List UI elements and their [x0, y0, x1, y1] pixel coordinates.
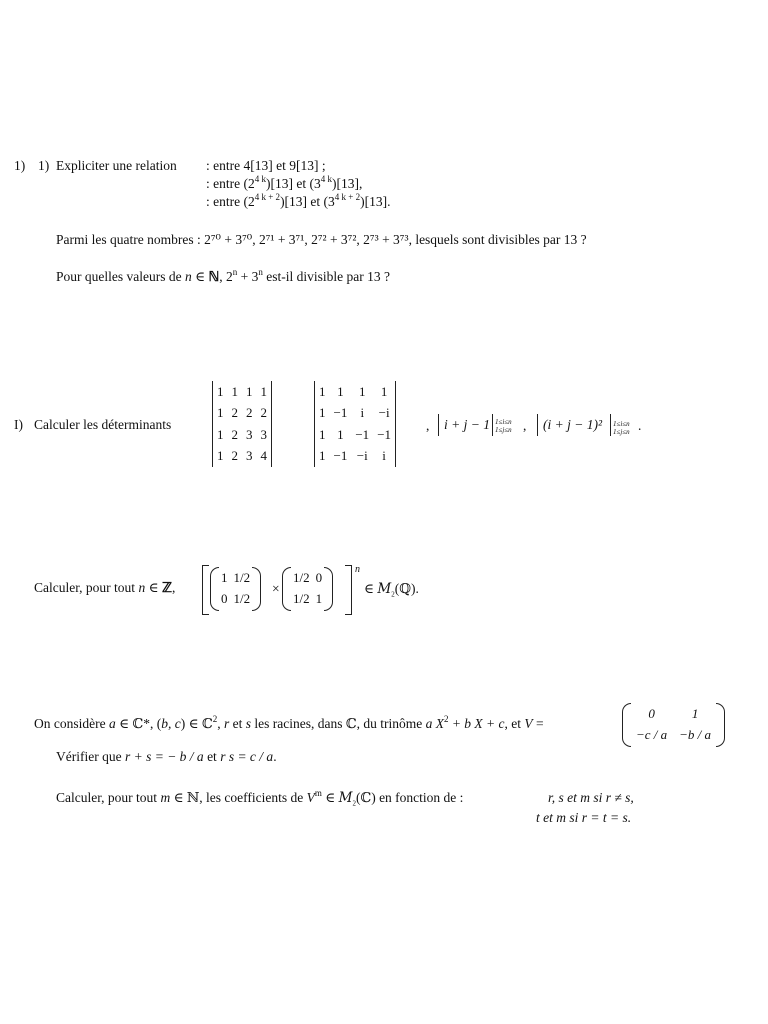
matrix-row: 1 1 −1 −1 — [319, 426, 392, 442]
det3-bar-right — [492, 414, 493, 436]
ex4-case-double: t et m si r = t = s. — [536, 810, 632, 825]
det3-index-i: 1≤i≤n — [495, 418, 512, 426]
matrix-B — [282, 567, 333, 611]
ex3-membership: ∈ $M_2(ℚ)$. — [364, 581, 419, 599]
det4-bar-left — [537, 414, 538, 436]
power-exponent: n — [355, 564, 360, 575]
ex4-line3: Calculer, pour tout m ∈ ℕ, les coefficients de $V^m$ ∈ $M_2(ℂ)$ en fonction de : — [56, 788, 464, 808]
ex1-relation-b: : entre $(2^{4 k})[13]$ et $(3^{4 k})[13]$, — [206, 174, 363, 191]
matrix-row: 1 1/2 — [221, 569, 251, 585]
ex3-label: Calculer, pour tout n ∈ ℤ, — [34, 580, 176, 595]
matrix-row: 1/2 1 — [293, 590, 323, 606]
det4-index-j: 1≤j≤n — [613, 428, 630, 436]
det4-expression: (i + j − 1)² — [543, 417, 603, 432]
ex1-number: 1) — [14, 158, 26, 173]
det4-bar-right — [610, 414, 611, 436]
ex1-label: Expliciter une relation — [56, 158, 177, 173]
matrix-row: 1/2 0 — [293, 569, 323, 585]
ex2-number: I) — [14, 417, 23, 432]
matrix-V — [622, 703, 725, 747]
matrix-A — [210, 567, 261, 611]
ex2-comma-2: , — [523, 418, 527, 433]
ex4-line2: Vérifier que r + s = − b / a et r s = c / a. — [56, 749, 277, 764]
matrix-row: 1 2 3 3 — [217, 426, 267, 442]
det3-index-j: 1≤j≤n — [495, 426, 512, 434]
det3-bar-left — [438, 414, 439, 436]
ex2-period: . — [638, 418, 642, 433]
times-sign: × — [272, 581, 280, 596]
matrix-row: −c / a −b / a — [636, 726, 712, 742]
matrix-row: 1 1 1 1 — [319, 383, 388, 399]
matrix-row: 0 1/2 — [221, 590, 251, 606]
ex1-subnumber: 1) — [38, 158, 50, 173]
determinant-matrix-2 — [314, 381, 396, 467]
matrix-row: 1 −1 i −i — [319, 405, 390, 421]
ex1-question-divisibility: Pour quelles valeurs de n ∈ ℕ, $2^n + 3^n$ est-il divisible par 13 ? — [56, 267, 391, 284]
ex2-comma-1: , — [426, 418, 430, 433]
ex4-case-distinct: r, s et m si r ≠ s, — [548, 790, 634, 805]
ex4-line1: On considère a ∈ ℂ*, (b, c) ∈ ℂ$^2$, r et s les racines, dans ℂ, du trinôme a $X^2 + b$ X + c, et V = — [34, 714, 544, 731]
matrix-row: 1 −1 −i i — [319, 448, 386, 464]
ex1-question-numbers: Parmi les quatre nombres : 2⁷⁰ + 3⁷⁰, 2⁷¹ + 3⁷¹, 2⁷² + 3⁷², 2⁷³ + 3⁷³, lesquels sont divisibles par 13 ? — [56, 232, 587, 247]
ex1-relation-c: : entre $(2^{4 k + 2})[13]$ et $(3^{4 k + 2})[13]$. — [206, 192, 391, 209]
ex2-label: Calculer les déterminants — [34, 417, 172, 432]
determinant-matrix-1 — [212, 381, 272, 467]
matrix-row: 1 1 1 1 — [217, 383, 267, 399]
outer-bracket-right — [345, 565, 352, 615]
matrix-row: 0 1 — [648, 705, 699, 721]
matrix-row: 1 2 2 2 — [217, 405, 267, 421]
det4-index-i: 1≤i≤n — [613, 420, 630, 428]
matrix-row: 1 2 3 4 — [217, 448, 267, 464]
ex1-relation-a: : entre 4[13] et 9[13] ; — [206, 158, 326, 173]
outer-bracket-left — [202, 565, 209, 615]
det3-expression: i + j − 1 — [444, 417, 490, 432]
